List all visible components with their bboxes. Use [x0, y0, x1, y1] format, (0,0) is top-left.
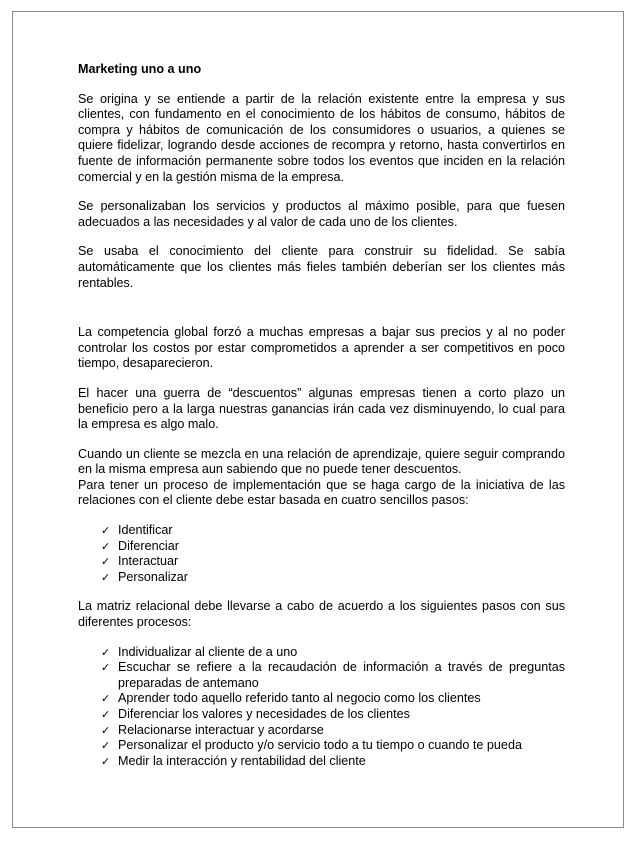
check-mark-icon: ✓ — [101, 570, 111, 584]
steps-list — [78, 523, 565, 585]
document-body — [78, 62, 565, 783]
paragraph-matrix-intro: La matriz relacional debe llevarse a cabo de acuerdo a los siguientes pasos con sus diferentes procesos: — [78, 599, 565, 630]
list-item: ✓ Diferenciar — [101, 538, 179, 553]
list-item: ✓ Diferenciar los valores y necesidades de los clientes — [101, 707, 410, 721]
processes-list — [78, 645, 565, 770]
check-mark-icon: ✓ — [101, 708, 111, 721]
check-mark-icon: ✓ — [101, 661, 111, 675]
check-mark-icon: ✓ — [101, 555, 111, 569]
paragraph-implementation: Para tener un proceso de implementación que se haga cargo de la iniciativa de las relaciones con el cliente debe estar basada en cuatro sencillos pasos: — [78, 477, 565, 508]
check-mark-icon: ✓ — [101, 645, 111, 659]
list-item: ✓ Medir la interacción y rentabilidad del cliente — [101, 753, 366, 768]
list-item: ✓ Escuchar se refiere a la recaudación de información a través de preguntas preparadas de antemano — [101, 660, 565, 690]
check-mark-icon: ✓ — [101, 539, 111, 553]
list-item: ✓ Personalizar — [101, 569, 188, 584]
paragraph-discounts: El hacer una guerra de “descuentos” algunas empresas tienen a corto plazo un beneficio pero a la larga nuestras ganancias irán cada vez disminuyendo, lo cual para la empresa es algo malo. — [78, 385, 565, 432]
check-mark-icon: ✓ — [101, 723, 111, 737]
paragraph-competition: La competencia global forzó a muchas empresas a bajar sus precios y al no poder controlar los costos por estar comprometidos a aprender a ser competitivos en poco tiempo, desaparecieron. — [78, 325, 565, 371]
check-mark-icon: ✓ — [101, 754, 111, 768]
list-item: ✓ Relacionarse interactuar y acordarse — [101, 722, 324, 737]
paragraph-personalization: Se personalizaban los servicios y productos al máximo posible, para que fuesen adecuados a las necesidades y al valor de cada uno de los clientes. — [78, 199, 565, 229]
list-item: ✓ Individualizar al cliente de a uno — [101, 644, 298, 659]
paragraph-fidelity: Se usaba el conocimiento del cliente para construir su fidelidad. Se sabía automáticamente que los clientes más fieles también deberían ser los clientes más rentables. — [78, 244, 565, 290]
list-item: ✓ Aprender todo aquello referido tanto al negocio como los clientes — [101, 691, 481, 706]
list-item: ✓ Interactuar — [101, 554, 179, 569]
paragraph-learning-relationship: Cuando un cliente se mezcla en una relación de aprendizaje, quiere seguir comprando en la misma empresa aun sabiendo que no puede tener descuentos. — [78, 446, 565, 477]
check-mark-icon: ✓ — [101, 739, 111, 753]
list-item: ✓ Personalizar el producto y/o servicio todo a tu tiempo o cuando te pueda — [101, 738, 522, 753]
check-mark-icon: ✓ — [101, 524, 111, 538]
document-title: Marketing uno a uno — [78, 62, 202, 76]
check-mark-icon: ✓ — [101, 692, 111, 706]
paragraph-origin: Se origina y se entiende a partir de la relación existente entre la empresa y sus clientes, con fundamento en el conocimiento de los hábitos de consumo, hábitos de compra y hábitos de comunicación de los consumidores o usuarios, a quienes se quiere fidelizar, logrando desde acciones de recompra y retorno, hasta convertirlos en fuente de información permanente sobre todos los eventos que inciden en la relación comercial y en la gestión misma de la empresa. — [78, 91, 565, 184]
list-item: ✓ Identificar — [101, 523, 173, 538]
